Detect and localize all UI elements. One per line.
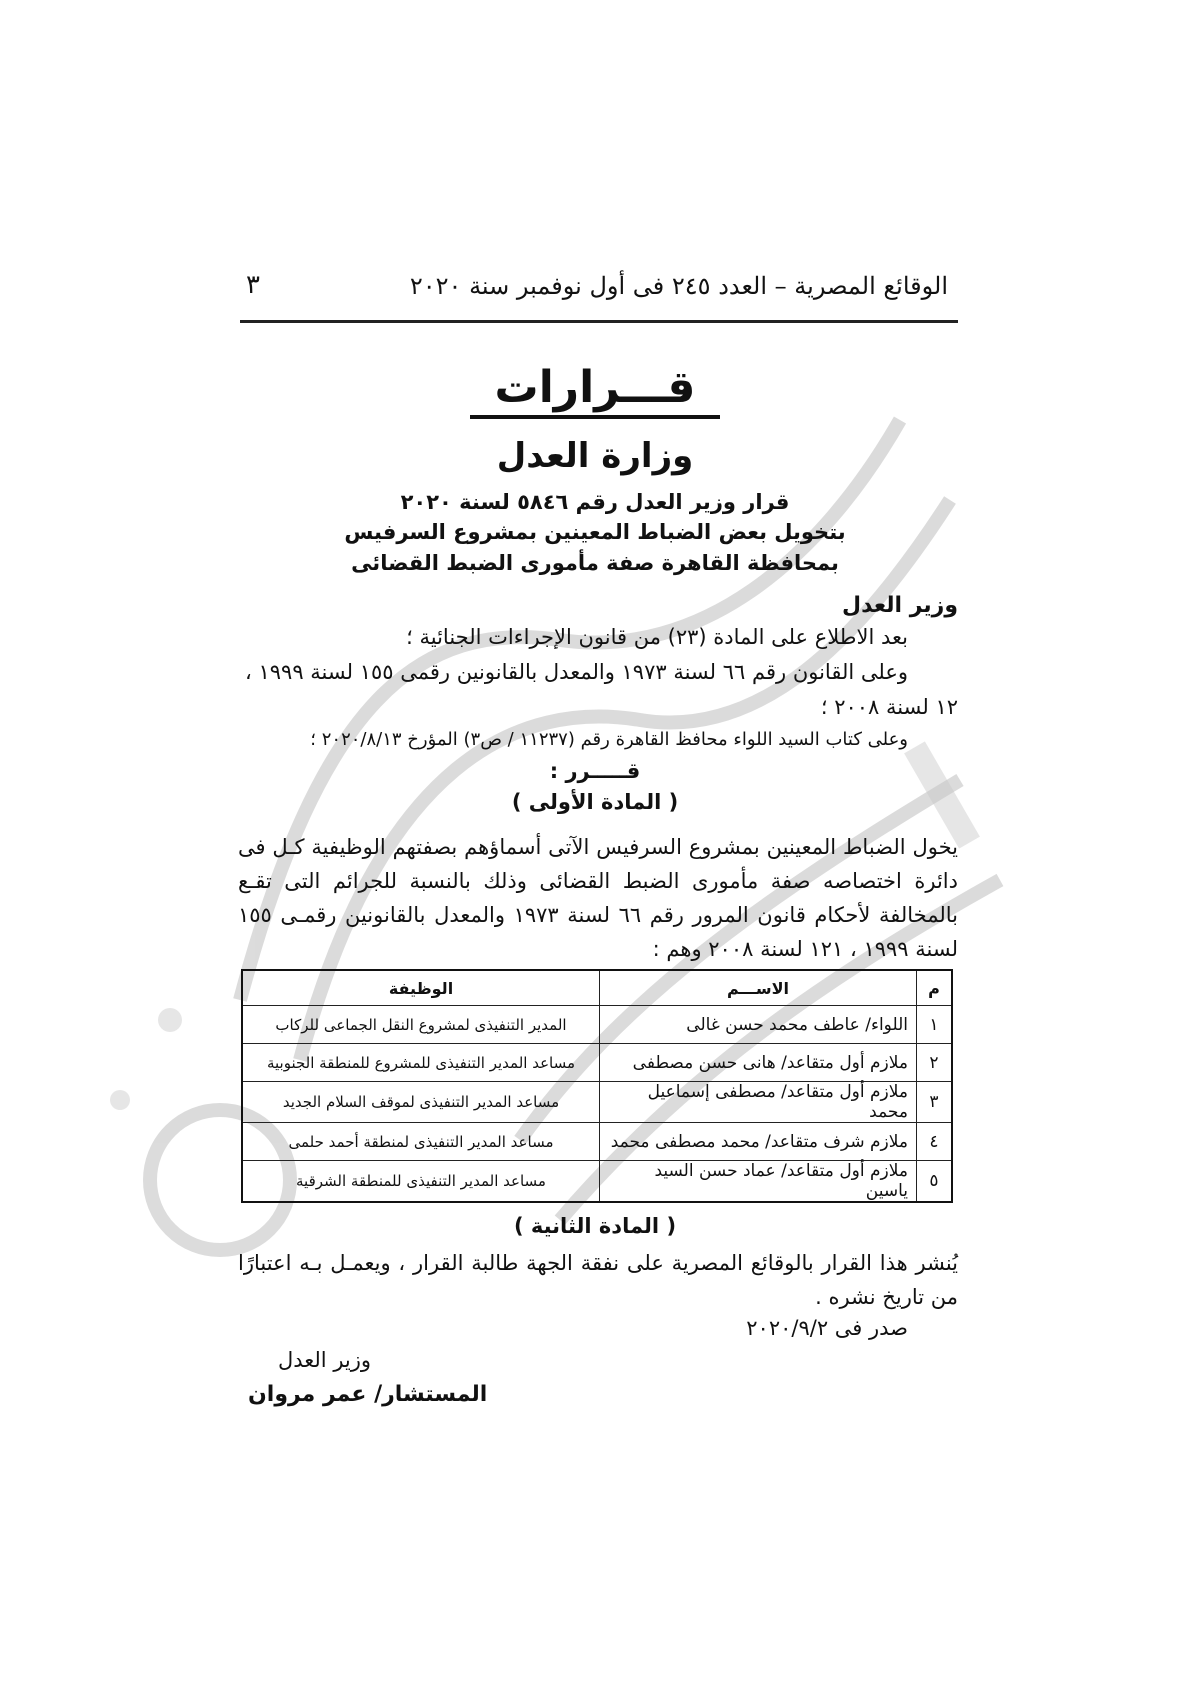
table-header-row	[242, 970, 952, 1006]
signature-title: وزير العدل	[278, 1348, 372, 1372]
header-num: م	[917, 970, 953, 1006]
row-num: ٣	[917, 1082, 953, 1123]
header-name: الاســـم	[600, 970, 917, 1006]
page-header	[238, 262, 958, 312]
row-num: ١	[917, 1006, 953, 1044]
row-job: مساعد المدير التنفيذى للمنطقة الشرقية	[242, 1161, 600, 1203]
decree-subtitle-1: بتخويل بعض الضباط المعينين بمشروع السرفيس	[344, 520, 846, 544]
row-job: مساعد المدير التنفيذى لموقف السلام الجديد	[242, 1082, 600, 1123]
article-2-title: ( المادة الثانية )	[513, 1214, 677, 1238]
row-name: ملازم أول متقاعد/ هانى حسن مصطفى	[600, 1044, 917, 1082]
article-1-text: يخول الضباط المعينين بمشروع السرفيس الآتى أسماؤهم بصفتهم الوظيفية كـل فى دائرة اختصاصه صفة مأمورى الضبط القضائى وذلك بالنسبة للجرائم التى تقـع بالمخالفة لأحكام قانون المرور رقم ٦٦ لسنة ١٩٧٣ والمعدل بالقانونين رقمـى ١٥٥ لسنة ١٩٩٩ ، ١٢١ لسنة ٢٠٠٨ وهم :	[238, 835, 958, 961]
row-num: ٤	[917, 1123, 953, 1161]
header-divider	[240, 320, 958, 323]
minister-heading: وزير العدل	[842, 593, 958, 618]
header-job: الوظيفة	[242, 970, 600, 1006]
signature-name: المستشار/ عمر مروان	[248, 1382, 488, 1407]
issued-date: صدر فى ٢٠٢٠/٩/٢	[746, 1316, 908, 1340]
preamble-line-2: وعلى القانون رقم ٦٦ لسنة ١٩٧٣ والمعدل بالقانونين رقمى ١٥٥ لسنة ١٩٩٩ ،	[245, 660, 908, 684]
article-2-text: يُنشر هذا القرار بالوقائع المصرية على نفقة الجهة طالبة القرار ، ويعمـل بـه اعتبارًا من تاريخ نشره .	[238, 1251, 958, 1309]
row-name: ملازم أول متقاعد/ مصطفى إسماعيل محمد	[600, 1082, 917, 1123]
ministry-title: وزارة العدل	[496, 436, 694, 476]
row-job: مساعد المدير التنفيذى لمنطقة أحمد حلمى	[242, 1123, 600, 1161]
row-name: ملازم شرف متقاعد/ محمد مصطفى محمد	[600, 1123, 917, 1161]
page-number: ٣	[246, 270, 260, 300]
header-title: الوقائع المصرية – العدد ٢٤٥ فى أول نوفمبر سنة ٢٠٢٠	[409, 272, 948, 300]
preamble-line-3: ١٢ لسنة ٢٠٠٨ ؛	[820, 695, 958, 719]
row-name: ملازم أول متقاعد/ عماد حسن السيد ياسين	[600, 1161, 917, 1203]
table-row	[242, 1123, 952, 1161]
preamble-line-4: وعلى كتاب السيد اللواء محافظ القاهرة رقم (١١٢٣٧ / ص٣) المؤرخ ٢٠٢٠/٨/١٣ ؛	[310, 729, 908, 750]
table-row	[242, 1044, 952, 1082]
decides-heading: قـــــرر :	[549, 759, 641, 783]
section-title: قـــرارات	[0, 362, 1190, 419]
table-row	[242, 1006, 952, 1044]
row-job: المدير التنفيذى لمشروع النقل الجماعى للركاب	[242, 1006, 600, 1044]
officers-table	[241, 969, 953, 1203]
preamble-line-1: بعد الاطلاع على المادة (٢٣) من قانون الإجراءات الجنائية ؛	[406, 625, 908, 649]
table-row	[242, 1161, 952, 1203]
decree-subtitle-2: بمحافظة القاهرة صفة مأمورى الضبط القضائى	[351, 551, 839, 575]
row-num: ٢	[917, 1044, 953, 1082]
row-job: مساعد المدير التنفيذى للمشروع للمنطقة الجنوبية	[242, 1044, 600, 1082]
decree-title: قرار وزير العدل رقم ٥٨٤٦ لسنة ٢٠٢٠	[400, 490, 790, 514]
article-1-title: ( المادة الأولى )	[511, 790, 679, 814]
row-num: ٥	[917, 1161, 953, 1203]
row-name: اللواء/ عاطف محمد حسن غالى	[600, 1006, 917, 1044]
table-row	[242, 1082, 952, 1123]
